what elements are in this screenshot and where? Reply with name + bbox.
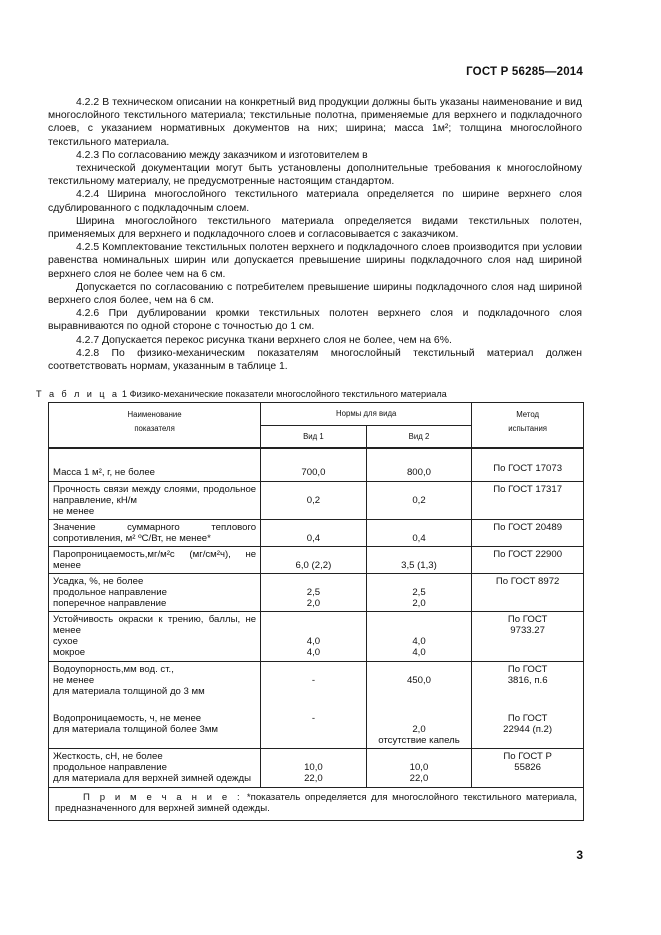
cell-type2-line: 10,0 — [409, 762, 429, 773]
table-row — [49, 711, 584, 749]
cell-name-line: Усадка, %, не более — [53, 576, 144, 587]
cell-type1-line: - — [311, 675, 316, 686]
cell-name-line: Жесткость, сН, не более — [53, 751, 163, 762]
table-caption-prefix: Т а б л и ц а — [36, 389, 120, 399]
table-caption-text: 1 Физико-механические показатели многослойного текстильного материала — [119, 389, 447, 399]
cell-type1-line: 4,0 — [306, 636, 321, 647]
cell-name — [49, 574, 261, 612]
cell-name-line: Масса 1 м², г, не более — [53, 467, 155, 478]
cell-type2-line: 22,0 — [409, 773, 429, 784]
cell-method-line: 3816, п.6 — [507, 675, 548, 686]
paragraph: 4.2.4 Ширина многослойного текстильного материала определяется по ширине верхнего слоя сдублированного с подкладочным слоем. — [48, 189, 582, 214]
cell-method-line: По ГОСТ — [507, 713, 548, 724]
cell-name-line: Водоупорность,мм вод. ст., — [53, 664, 174, 675]
cell-name-line: для материала толщиной до 3 мм — [53, 686, 205, 697]
cell-type1 — [261, 448, 367, 482]
cell-type1 — [261, 547, 367, 574]
paragraph: 4.2.8 По физико-механическим показателям многослойный текстильный материал должен соответствовать нормам, указанным в таблице 1. — [48, 347, 582, 373]
cell-name-line: для материала для верхней зимней одежды — [53, 773, 251, 784]
cell-method-line: По ГОСТ Р — [503, 751, 552, 762]
cell-method-line: По ГОСТ — [507, 664, 548, 675]
cell-type2-line: 2,5 — [412, 587, 426, 598]
cell-type2 — [366, 547, 472, 574]
cell-name-line: поперечное направление — [53, 598, 167, 609]
cell-name-line: Паропроницаемость,мг/м²с (мг/см²ч), не менее — [53, 549, 257, 571]
page-number: 3 — [576, 848, 583, 862]
cell-type2-line: отсутствие капель — [378, 735, 460, 746]
cell-name — [49, 520, 261, 547]
note-text: *показатель определяется для многослойного текстильного материала, предназначенного для верхней зимней одежды. — [55, 792, 577, 814]
cell-name-line: Устойчивость окраски к трению, баллы, не менее — [53, 614, 257, 636]
cell-method-line: По ГОСТ 17317 — [493, 484, 563, 495]
cell-method — [472, 574, 584, 612]
cell-type1-line: 2,0 — [306, 598, 321, 609]
cell-name-line: продольное направление — [53, 762, 167, 773]
cell-method — [472, 662, 584, 712]
body-text — [48, 96, 582, 373]
cell-type1 — [261, 482, 367, 520]
paragraph: 4.2.7 Допускается перекос рисунка ткани верхнего слоя не более, чем на 6%. — [76, 334, 452, 346]
cell-type1 — [261, 711, 367, 749]
cell-name-line: продольное направление — [53, 587, 167, 598]
cell-name — [49, 711, 261, 749]
header-type2: Вид 2 — [366, 426, 472, 449]
cell-name-line: Прочность связи между слоями, продольное направление, кН/м — [53, 484, 257, 506]
cell-type2 — [366, 612, 472, 662]
cell-method-line: По ГОСТ 17073 — [493, 463, 563, 474]
cell-method — [472, 711, 584, 749]
table-row — [49, 574, 584, 612]
document-header: ГОСТ Р 56285—2014 — [466, 66, 583, 78]
cell-type1 — [261, 520, 367, 547]
cell-type2 — [366, 749, 472, 788]
cell-method-line: По ГОСТ 8972 — [495, 576, 560, 587]
cell-name — [49, 482, 261, 520]
cell-type2-line: 2,0 — [412, 598, 426, 609]
cell-type1 — [261, 574, 367, 612]
cell-type2-line: 4,0 — [412, 636, 426, 647]
cell-method-line: 22944 (п.2) — [503, 724, 553, 735]
cell-name-line: Водопроницаемость, ч, не менее — [53, 713, 202, 724]
cell-method — [472, 448, 584, 482]
cell-type1-line: 2,5 — [306, 587, 321, 598]
header-type1: Вид 1 — [261, 426, 367, 449]
header-method: Метод испытания — [472, 403, 584, 449]
cell-type2 — [366, 711, 472, 749]
table-row — [49, 662, 584, 712]
cell-name — [49, 662, 261, 712]
cell-type2-line: 0,2 — [412, 495, 426, 506]
table-row — [49, 520, 584, 547]
paragraph: 4.2.2 В техническом описании на конкретный вид продукции должны быть указаны наименование и вид многослойного текстильного материала; текстильные полотна, применяемые для верхнего и подкладочного слоев, с указанием нормативных документов на них; ширина; масса 1м²; толщина многослойного текстильного материала. — [48, 97, 582, 148]
cell-name — [49, 749, 261, 788]
paragraph: Допускается по согласованию с потребителем превышение ширины подкладочного слоя над шириной верхнего слоя более, чем на 6 см. — [48, 281, 582, 307]
table-row — [49, 612, 584, 662]
cell-name-line: не менее — [53, 506, 95, 517]
cell-name-line: Значение суммарного теплового сопротивления, м² ºС/Вт, не менее* — [53, 522, 257, 544]
cell-type2 — [366, 482, 472, 520]
cell-name-line: сухое — [53, 636, 78, 647]
paragraph: Ширина многослойного текстильного материала определяется видами текстильных полотен, применяемых для верхнего и подкладочного слоев и согласовывается с заказчиком. — [48, 215, 582, 241]
table-row — [49, 749, 584, 788]
paragraph: 4.2.6 При дублировании кромки текстильных полотен верхнего слоя и подкладочного слоя выравниваются по одной стороне с точностью до 1 см. — [48, 308, 582, 333]
cell-type2 — [366, 520, 472, 547]
table-caption — [36, 389, 447, 399]
paragraph: 4.2.5 Комплектование текстильных полотен верхнего и подкладочного слоев производится при условии равенства номинальных ширин или допускается превышение ширины подкладочного слоя над шириной верхнего слоя не более чем на 6 см. — [48, 242, 582, 280]
cell-type1 — [261, 749, 367, 788]
cell-name — [49, 448, 261, 482]
paragraph: технической документации могут быть установлены дополнительные требования к многослойному текстильному материалу, не предусмотренные настоящим стандартом. — [48, 163, 582, 188]
cell-type2 — [366, 448, 472, 482]
cell-method-line: По ГОСТ 22900 — [493, 549, 563, 560]
table-row — [49, 547, 584, 574]
cell-method — [472, 612, 584, 662]
cell-type2-line: 450,0 — [406, 675, 431, 686]
note-label: П р и м е ч а н и е : — [83, 792, 243, 803]
properties-table — [48, 402, 584, 821]
cell-type2-line: 0,4 — [412, 533, 426, 544]
header-norms: Нормы для вида — [261, 403, 472, 426]
cell-method — [472, 749, 584, 788]
cell-name-line: мокрое — [53, 647, 86, 658]
cell-type1-line: 6,0 (2,2) — [295, 560, 332, 571]
cell-type2-line: 2,0 — [412, 724, 426, 735]
table-row — [49, 448, 584, 482]
cell-method-line: 9733.27 — [510, 625, 545, 636]
header-name: Наименование показателя — [49, 403, 261, 449]
cell-method — [472, 482, 584, 520]
cell-type1 — [261, 612, 367, 662]
cell-method — [472, 547, 584, 574]
table-note — [49, 788, 584, 821]
cell-type2 — [366, 662, 472, 712]
cell-type2 — [366, 574, 472, 612]
cell-type2-line: 4,0 — [412, 647, 426, 658]
cell-name-line: не менее — [53, 675, 95, 686]
cell-type1-line: 0,4 — [306, 533, 321, 544]
cell-method — [472, 520, 584, 547]
cell-type1-line: 700,0 — [301, 467, 326, 478]
cell-type2-line: 3,5 (1,3) — [401, 560, 437, 571]
cell-type1-line: - — [311, 713, 316, 724]
table-row — [49, 482, 584, 520]
cell-name-line: для материала толщиной более 3мм — [53, 724, 219, 735]
cell-type2-line: 800,0 — [406, 467, 431, 478]
cell-name — [49, 547, 261, 574]
paragraph: 4.2.3 По согласованию между заказчиком и изготовителем в — [76, 149, 368, 161]
cell-type1-line: 22,0 — [304, 773, 323, 784]
cell-name — [49, 612, 261, 662]
cell-method-line: По ГОСТ — [507, 614, 548, 625]
cell-method-line: По ГОСТ 20489 — [493, 522, 563, 533]
table-body — [49, 448, 584, 788]
cell-method-line: 55826 — [514, 762, 541, 773]
cell-type1-line: 0,2 — [306, 495, 321, 506]
cell-type1 — [261, 662, 367, 712]
cell-type1-line: 10,0 — [304, 762, 323, 773]
cell-type1-line: 4,0 — [306, 647, 321, 658]
